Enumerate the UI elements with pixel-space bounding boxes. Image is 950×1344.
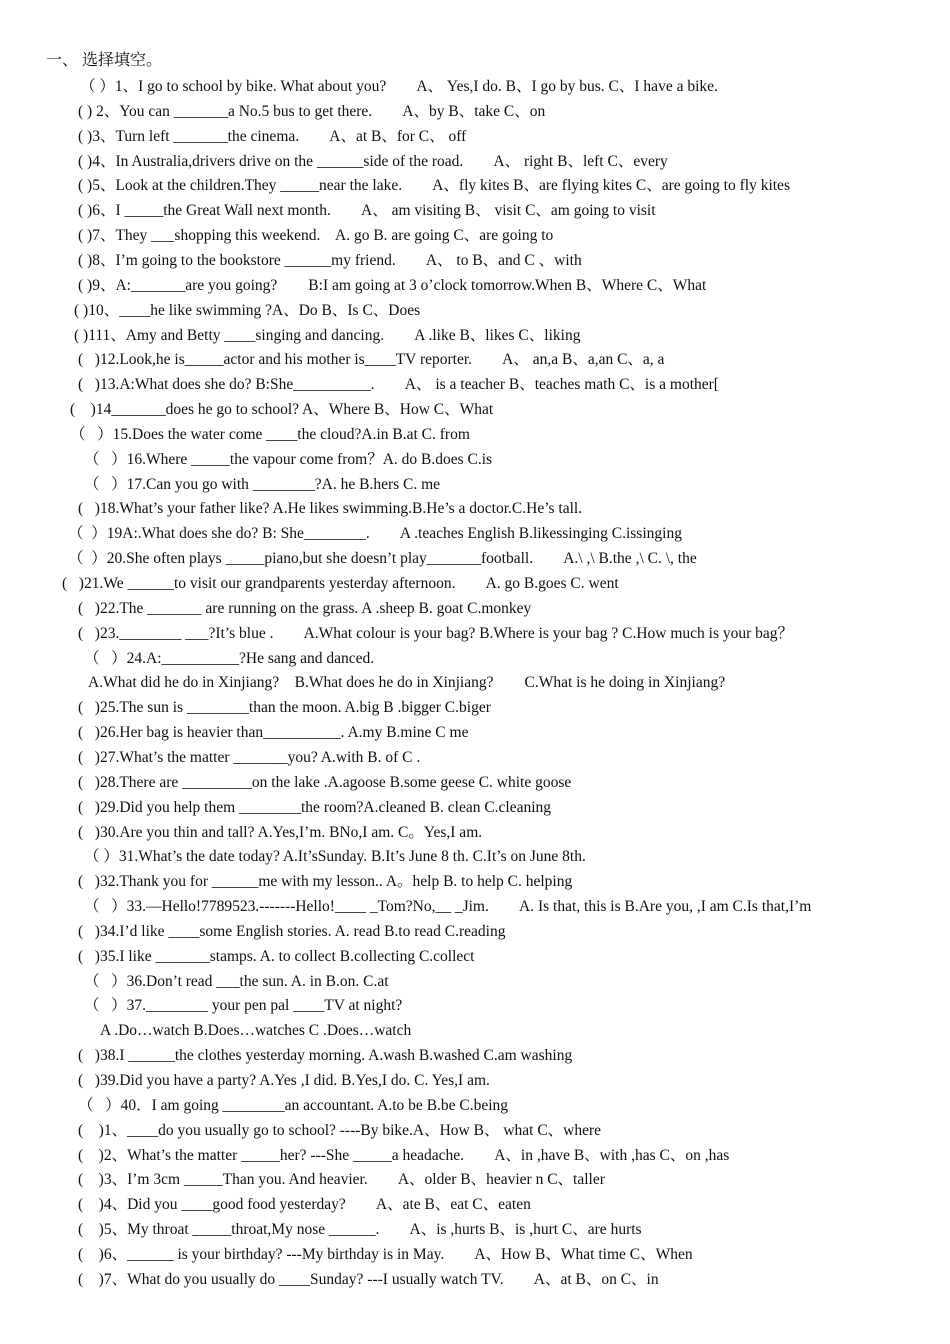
question-line: （ ）40．I am going ________an accountant. A.to be B.be C.being	[78, 1096, 509, 1114]
question-line: ( )5、My throat _____throat,My nose ______. A、is ,hurts B、is ,hurt C、are hurts	[78, 1221, 642, 1239]
question-line: （ ）1、I go to school by bike. What about you? A、 Yes,I do. B、I go by bus. C、I have a bike.	[80, 78, 718, 95]
question-line: ( )2、What’s the matter _____her? ---She _____a headache. A、in ,have B、with ,has C、on ,has	[78, 1146, 730, 1164]
question-line: （ ）24.A:__________?He sang and danced.	[84, 649, 375, 667]
question-line: ( )28.There are _________on the lake .A.agoose B.some geese C. white goose	[78, 773, 572, 791]
question-line: （ ）15.Does the water come ____the cloud?A.in B.at C. from	[70, 425, 470, 443]
question-line: （ ）17.Can you go with ________?A. he B.hers C. me	[84, 475, 441, 493]
question-line: ( )8、I’m going to the bookstore ______my friend. A、 to B、and C 、with	[78, 251, 582, 269]
question-line: ( )6、I _____the Great Wall next month. A、 am visiting B、 visit C、am going to visit	[78, 202, 656, 220]
question-line: ( )23.________ ___?It’s blue . A.What colour is your bag? B.Where is your bag ? C.How much is your bag？	[78, 624, 794, 642]
question-line: ( )14_______does he go to school? A、Where B、How C、What	[70, 401, 494, 419]
question-line: （ ）19A:.What does she do? B: She________. A .teaches English B.likessinging C.issinging	[68, 525, 682, 543]
question-line: ( )13.A:What does she do? B:She__________. A、 is a teacher B、teaches math C、is a mother[	[78, 376, 719, 394]
question-line: ( )3、I’m 3cm _____Than you. And heavier. A、older B、heavier n C、taller	[78, 1171, 605, 1189]
question-line: ( ) 2、You can _______a No.5 bus to get there. A、by B、take C、on	[78, 102, 546, 120]
section-title: 一、 选择填空。	[46, 52, 163, 69]
question-line: （ ）31.What’s the date today? A.It’sSunday. B.It’s June 8 th. C.It’s on June 8th.	[84, 848, 586, 866]
question-line: ( )4、Did you ____good food yesterday? A、ate B、eat C、eaten	[78, 1196, 531, 1214]
question-line: ( )10、____he like swimming ?A、Do B、Is C、Does	[74, 301, 421, 319]
question-line: ( )12.Look,he is_____actor and his mother is____TV reporter. A、 an,a B、a,an C、a, a	[78, 351, 665, 369]
question-line: ( )35.I like _______stamps. A. to collect B.collecting C.collect	[78, 947, 475, 965]
question-line: ( )111、Amy and Betty ____singing and dancing. A .like B、likes C、liking	[74, 326, 581, 344]
question-line: ( )26.Her bag is heavier than__________. A.my B.mine C me	[78, 724, 469, 742]
question-line: ( )6、______ is your birthday? ---My birthday is in May. A、How B、What time C、When	[78, 1245, 693, 1263]
question-line: ( )18.What’s your father like? A.He likes swimming.B.He’s a doctor.C.He’s tall.	[78, 500, 583, 518]
question-line: A .Do…watch B.Does…watches C .Does…watch	[100, 1022, 412, 1040]
question-line: （ ）37.________ your pen pal ____TV at night?	[84, 997, 403, 1015]
question-line: ( )21.We ______to visit our grandparents yesterday afternoon. A. go B.goes C. went	[62, 575, 619, 592]
question-line: （ ）16.Where _____the vapour come from？A. do B.does C.is	[84, 450, 493, 468]
question-line: ( )38.I ______the clothes yesterday morning. A.wash B.washed C.am washing	[78, 1047, 573, 1065]
question-line: ( )5、Look at the children.They _____near the lake. A、fly kites B、are flying kites C、are going to fly kites	[78, 177, 790, 195]
question-line: ( )3、Turn left _______the cinema. A、at B、for C、 off	[78, 127, 467, 145]
question-line: （ ）33.—Hello!7789523.-------Hello!____ _Tom?No,__ _Jim. A. Is that, this is B.Are you, ,I am C.Is that,I’m	[84, 898, 812, 916]
question-line: ( )7、What do you usually do ____Sunday? ---I usually watch TV. A、at B、on C、in	[78, 1270, 659, 1288]
question-line: ( )25.The sun is ________than the moon. A.big B .bigger C.biger	[78, 699, 491, 717]
question-line: （ ）36.Don’t read ___the sun. A. in B.on. C.at	[84, 972, 389, 990]
question-line: ( )29.Did you help them ________the room?A.cleaned B. clean C.cleaning	[78, 798, 552, 816]
question-line: A.What did he do in Xinjiang? B.What does he do in Xinjiang? C.What is he doing in Xinjiang?	[88, 674, 726, 692]
question-line: ( )7、They ___shopping this weekend. A. go B. are going C、are going to	[78, 227, 554, 245]
question-line: ( )4、In Australia,drivers drive on the ______side of the road. A、 right B、left C、every	[78, 152, 668, 170]
question-line: ( )9、A:_______are you going? B:I am going at 3 o’clock tomorrow.When B、Where C、What	[78, 276, 707, 294]
question-line: ( )32.Thank you for ______me with my lesson.. A。help B. to help C. helping	[78, 873, 573, 891]
question-line: ( )34.I’d like ____some English stories. A. read B.to read C.reading	[78, 922, 506, 940]
question-line: ( )39.Did you have a party? A.Yes ,I did. B.Yes,I do. C. Yes,I am.	[78, 1072, 490, 1089]
question-line: ( )27.What’s the matter _______you? A.with B. of C .	[78, 748, 421, 766]
question-line: ( )22.The _______ are running on the grass. A .sheep B. goat C.monkey	[78, 599, 532, 617]
question-line: ( )30.Are you thin and tall? A.Yes,I’m. BNo,I am. C。Yes,I am.	[78, 823, 483, 841]
question-line: （ ）20.She often plays _____piano,but she doesn’t play_______football. A.\ ,\ B.the ,\ C. \, the	[68, 550, 697, 568]
question-line: ( )1、____do you usually go to school? ----By bike.A、How B、 what C、where	[78, 1121, 602, 1139]
